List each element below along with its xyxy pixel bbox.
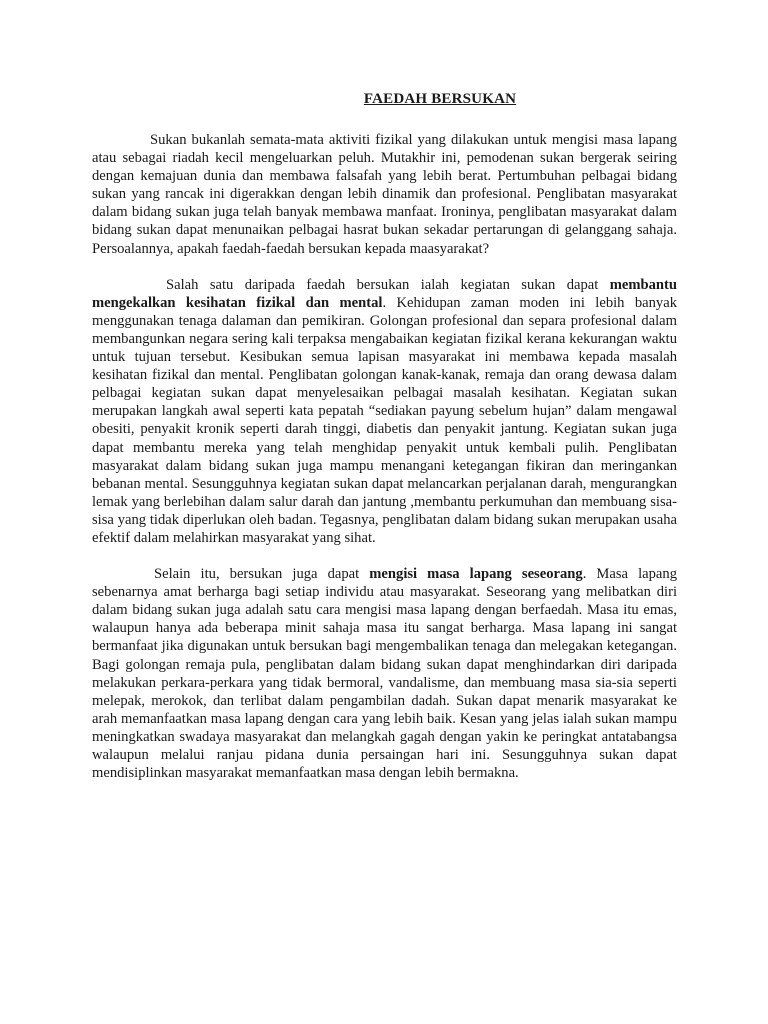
paragraph-introduction (92, 131, 677, 258)
paragraph-key-point: membantu mengekalkan kesihatan fizikal dan mental (92, 276, 677, 311)
paragraph-key-point: mengisi masa lapang seseorang (369, 566, 583, 583)
paragraph-text: Sukan bukanlah semata-mata aktiviti fizikal yang dilakukan untuk mengisi masa lapang atau sebagai riadah kecil mengeluarkan peluh. Mutakhir ini, pemodenan sukan bergerak seiring dengan kemajuan dunia dan membawa falsafah yang lebih berat. Pertumbuhan pelbagai bidang sukan yang rancak ini digerakkan dengan lebih dinamik dan profesional. Penglibatan masyarakat dalam bidang sukan juga telah banyak membawa manfaat. Ironinya, penglibatan masyarakat dalam bidang sukan dapat menunaikan pelbagai hasrat bukan sekadar pertarungan di gelanggang sahaja. Persoalannya, apakah faedah-faedah bersukan kepada maasyarakat? (92, 132, 677, 257)
paragraph-text: Salah satu daripada faedah bersukan ialah kegiatan sukan dapat (166, 276, 610, 293)
paragraph-text: . Kehidupan zaman moden ini lebih banyak menggunakan tenaga dalaman dan pemikiran. Golongan profesional dan separa profesional dalam membangunkan negara sering kali terpaksa mengabaikan kegiatan fizikal kerana kekurangan waktu untuk tujuan tersebut. Kesibukan semua lapisan masyarakat ini membawa kepada masalah kesihatan fizikal dan mental. Penglibatan golongan kanak-kanak, remaja dan orang dewasa dalam pelbagai kegiatan sukan dapat menyelesaikan pelbagai masalah kesihatan. Kegiatan sukan merupakan langkah awal seperti kata pepatah “sediakan payung sebelum hujan” dalam mengawal obesiti, penyakit kronik seperti darah tinggi, diabetis dan penyakit jantung. Kegiatan sukan juga dapat membantu mereka yang telah menghidap penyakit untuk kembali pulih. Penglibatan masyarakat dalam bidang sukan juga mampu menangani ketegangan fikiran dan meringankan bebanan mental. Sesungguhnya kegiatan sukan dapat melancarkan perjalanan darah, mengurangkan lemak yang berlebihan dalam salur darah dan jantung ,membantu perkumuhan dan membuang sisa-sisa yang tidak diperlukan oleh badan. Tegasnya, penglibatan dalam bidang sukan merupakan usaha efektif dalam melahirkan masyarakat yang sihat. (92, 294, 677, 546)
document-body (92, 131, 677, 800)
paragraph-health (92, 276, 677, 547)
paragraph-text: Selain itu, bersukan juga dapat (154, 566, 370, 583)
paragraph-leisure (92, 565, 677, 782)
document-title: FAEDAH BERSUKAN (363, 91, 517, 107)
paragraph-text: . Masa lapang sebenarnya amat berharga bagi setiap individu atau masyarakat. Seseorang yang melibatkan diri dalam bidang sukan juga adalah satu cara mengisi masa lapang dengan berfaedah. Masa itu emas, walaupun hanya ada beberapa minit sahaja masa itu sangat berharga. Masa lapang ini sangat bermanfaat jika digunakan untuk bersukan bagi mengembalikan tenaga dan melegakan ketegangan. Bagi golongan remaja pula, penglibatan dalam bidang sukan dapat menghindarkan diri daripada melakukan perkara-perkara yang tidak bermoral, vandalisme, dan membuang masa sia-sia seperti melepak, merokok, dan terlibat dalam pengambilan dadah. Sukan dapat menarik masyarakat ke arah memanfaatkan masa lapang dengan cara yang lebih baik. Kesan yang jelas ialah sukan mampu meningkatkan swadaya masyarakat dan melangkah gagah dengan yakin ke peringkat antatabangsa walaupun melalui ranjau pidana dunia persaingan hari ini. Sesungguhnya sukan dapat mendisiplinkan masyarakat memanfaatkan masa dengan lebih bermakna. (92, 566, 677, 782)
